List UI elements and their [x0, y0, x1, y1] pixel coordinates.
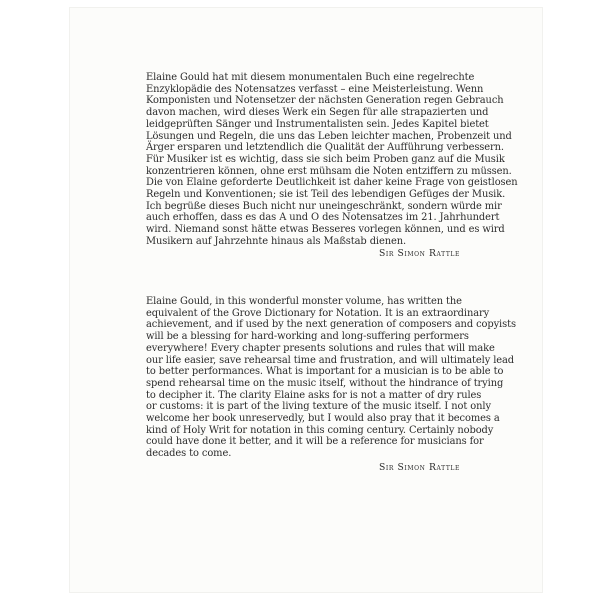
text-line: to decipher it. The clarity Elaine asks for is not a matter of dry rules — [146, 389, 482, 401]
text-line: could have done it better, and it will be a reference for musicians for — [146, 436, 484, 448]
text-line: Enzyklopädie des Notensatzes verfasst – eine Meisterleistung. Wenn — [146, 83, 484, 95]
text-line: spend rehearsal time on the music itself, without the hindrance of trying — [146, 377, 504, 389]
text-line: everywhere! Every chapter presents solutions and rules that will make — [146, 342, 495, 354]
text-line: Ich begrüße dieses Buch nicht nur uneingeschränkt, sondern würde mir — [146, 200, 502, 212]
text-line: to better performances. What is important for a musician is to be able to — [146, 366, 504, 378]
text-line: Lösungen und Regeln, die uns das Leben leichter machen, Probenzeit und — [146, 130, 512, 142]
text-line: welcome her book unreservedly, but I would also pray that it becomes a — [146, 413, 500, 425]
german-signature: Sir Simon Rattle — [378, 247, 460, 259]
text-line: auch erhoffen, dass es das A und O des Notensatzes im 21. Jahrhundert — [146, 212, 500, 224]
text-line: Regeln und Konventionen; sie ist Teil des lebendigen Gefüges der Musik. — [146, 189, 506, 201]
text-line: achievement, and if used by the next generation of composers and copyists — [146, 319, 516, 331]
german-paragraph — [146, 72, 518, 248]
text-line: Ärger ersparen und letztendlich die Qualität der Aufführung verbessern. — [146, 142, 504, 154]
text-line: will be a blessing for hard-working and long-suffering performers — [146, 331, 469, 343]
text-line: equivalent of the Grove Dictionary for Notation. It is an extraordinary — [146, 307, 490, 319]
text-line: davon machen, wird dieses Werk ein Segen für alle strapazierten und — [146, 107, 489, 119]
german-quote — [146, 72, 518, 260]
english-signature: Sir Simon Rattle — [378, 461, 460, 473]
text-line: decades to come. — [146, 448, 232, 460]
text-line: Elaine Gould, in this wonderful monster volume, has written the — [146, 296, 462, 307]
english-quote — [146, 296, 516, 474]
text-line: Komponisten und Notensetzer der nächsten Generation regen Gebrauch — [146, 95, 504, 107]
english-paragraph — [146, 296, 516, 460]
text-line: kind of Holy Writ for notation in this coming century. Certainly nobody — [146, 424, 494, 436]
text-line: Für Musiker ist es wichtig, dass sie sich beim Proben ganz auf die Musik — [146, 153, 505, 165]
text-line: wird. Niemand sonst hätte etwas Besseres vorlegen können, und es wird — [146, 224, 505, 236]
text-line: konzentrieren können, ohne erst mühsam die Noten entziffern zu müssen. — [146, 165, 512, 177]
text-line: Die von Elaine geforderte Deutlichkeit ist daher keine Frage von geistlosen — [146, 177, 518, 189]
text-line: Elaine Gould hat mit diesem monumentalen Buch eine regelrechte — [146, 72, 475, 83]
text-line: our life easier, save rehearsal time and frustration, and will ultimately lead — [146, 354, 515, 366]
text-line: or customs: it is part of the living texture of the music itself. I not only — [146, 401, 491, 413]
text-line: Musikern auf Jahrzehnte hinaus als Maßstab dienen. — [146, 235, 407, 247]
text-line: leidgeprüften Sänger und Instrumentalisten sein. Jedes Kapitel bietet — [146, 118, 489, 130]
